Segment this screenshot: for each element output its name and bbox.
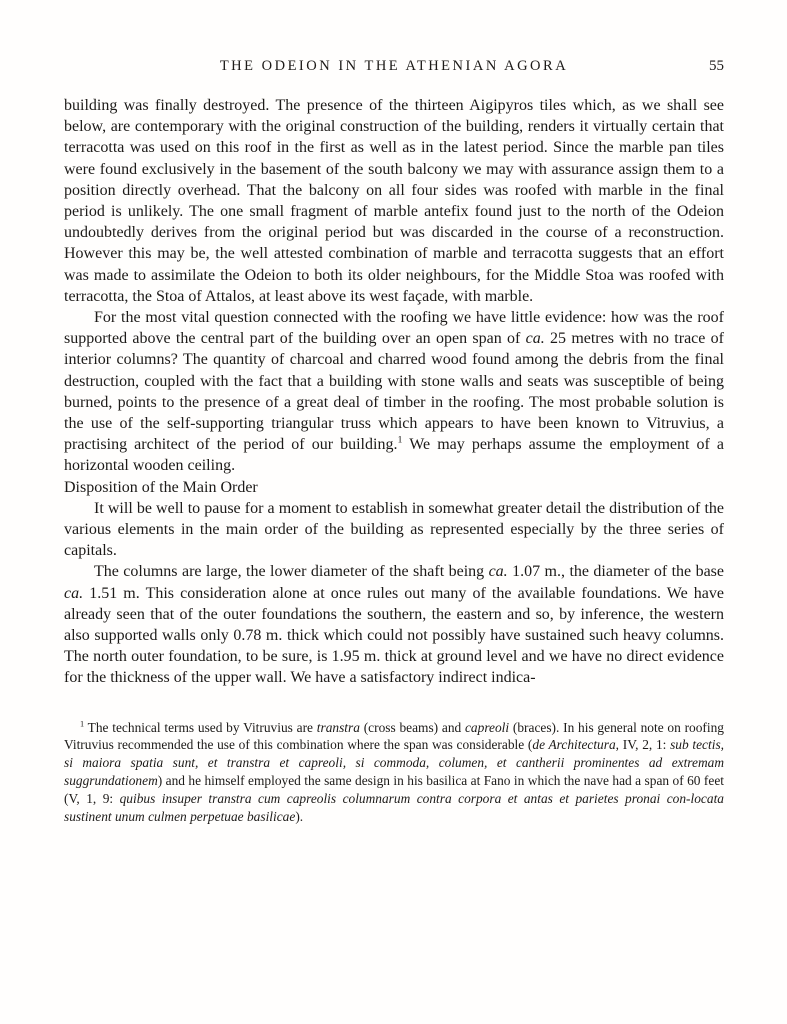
- page-number: 55: [709, 58, 724, 74]
- main-text: [64, 95, 724, 689]
- paragraph: building was finally destroyed. The presence of the thirteen Aigipyros tiles which, as we shall see below, are contemporary with the original construction of the building, renders it virtually certain that terracotta was used on this roof in the first as well as in the latest period. Since the marble pan tiles were found exclusively in the basement of the south balcony we may with assurance assign them to a position directly overhead. That the balcony on all four sides was roofed with marble in the final period is unlikely. The one small fragment of marble antefix found just to the north of the Odeion undoubtedly derives from the original period but was discarded in the course of a reconstruction. However this may be, the well attested combination of marble and terracotta suggests that an effort was made to assimilate the Odeion to both its older neighbours, for the Middle Stoa was roofed with terracotta, the Stoa of Attalos, at least above its west façade, with marble.: [64, 97, 724, 305]
- section-heading: Disposition of the Main Order: [64, 478, 258, 496]
- paragraph: For the most vital question connected with the roofing we have little evidence: how was the roof supported above the central part of the building over an open span of ca. 25 metres with no trace of interior columns? The quantity of charcoal and charred wood found among the debris from the final destruction, coupled with the fact that a building with stone walls and seats was susceptible of being burned, points to the presence of a great deal of timber in the roofing. The most probable solution is the use of the self-supporting triangular truss which appears to have been known to Vitruvius, a practising architect of the period of our building.$^1$ We may perhaps assume the employment of a horizontal wooden ceiling.: [64, 309, 725, 475]
- paragraph: The columns are large, the lower diameter of the shaft being ca. 1.07 m., the diameter of the base ca. 1.51 m. This consideration alone at once rules out many of the available foundations. We have already seen that of the outer foundations the southern, the eastern and so, by inference, the western also supported walls only 0.78 m. thick which could not possibly have sustained such heavy columns. The north outer foundation, to be sure, is 1.95 m. thick at ground level and we have no direct evidence for the thickness of the upper wall. We have a satisfactory indirect indica-: [64, 563, 725, 687]
- paragraph: It will be well to pause for a moment to establish in somewhat greater detail the distribution of the various elements in the main order of the building as represented especially by the three series of capitals.: [64, 499, 724, 560]
- page-title: THE ODEION IN THE ATHENIAN AGORA: [219, 58, 569, 74]
- running-head: [64, 58, 724, 75]
- footnote: $^1$ The technical terms used by Vitruvius are transtra (cross beams) and capreoli (braces). In his general note on roofing Vitruvius recommended the use of this combination where the span was considerable (de Architectura, IV, 2, 1: sub tectis, si maiora spatia sunt, et transtra et capreoli, si commoda, columen, et cantherii prominentes ad extremam suggrundationem) and he himself employed the same design in his basilica at Fano in which the nave had a span of 60 feet (V, 1, 9: quibus insuper transtra cum capreolis columnarum contra corpora et antas et parietes pronai con-locata sustinent unum culmen perpetuae basilicae).: [64, 719, 724, 824]
